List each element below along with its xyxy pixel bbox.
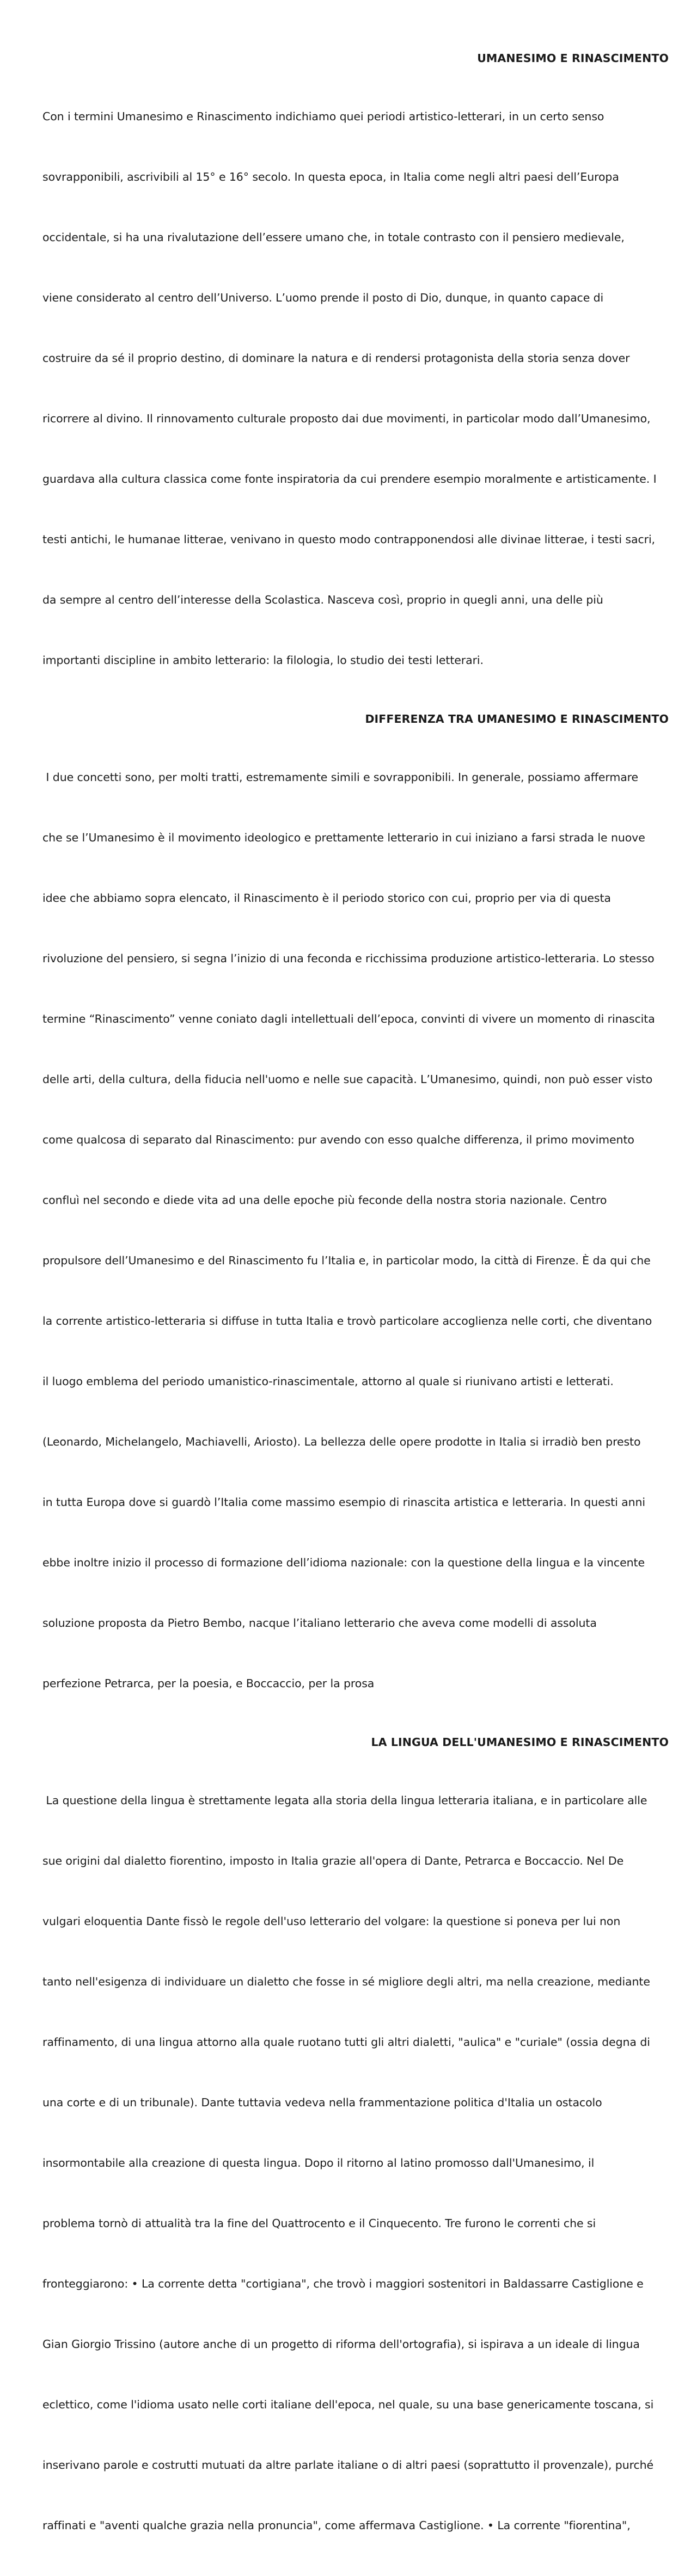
section-body-lingua <box>42 1750 669 2576</box>
text-line: La questione della lingua è strettamente legata alla storia della lingua letteraria italiana, e in particolare alle <box>42 1794 647 1807</box>
text-line: come qualcosa di separato dal Rinascimento: pur avendo con esso qualche differenza, il primo movimento <box>42 1133 634 1146</box>
section-heading-lingua: LA LINGUA DELL'UMANESIMO E RINASCIMENTO <box>371 1736 669 1749</box>
text-line: ricorrere al divino. Il rinnovamento culturale proposto dai due movimenti, in particolar modo dall’Umanesimo, <box>42 412 651 425</box>
text-line: eclettico, come l'idioma usato nelle corti italiane dell'epoca, nel quale, su una base genericamente toscana, si <box>42 2398 654 2411</box>
text-line: occidentale, si ha una rivalutazione dell’essere umano che, in totale contrasto con il pensiero medievale, <box>42 231 625 244</box>
text-line: sovrapponibili, ascrivibili al 15° e 16° secolo. In questa epoca, in Italia come negli altri paesi dell’Europa <box>42 170 619 183</box>
text-line: propulsore dell’Umanesimo e del Rinascimento fu l’Italia e, in particolar modo, la città di Firenze. È da qui che <box>42 1254 651 1267</box>
text-line: raffinamento, di una lingua attorno alla quale ruotano tutti gli altri dialetti, "aulica" e "curiale" (ossia degna di <box>42 2036 650 2049</box>
text-line: in tutta Europa dove si guardò l’Italia come massimo esempio di rinascita artistica e letteraria. In questi anni <box>42 1496 645 1509</box>
text-line: problema tornò di attualità tra la fine del Quattrocento e il Cinquecento. Tre furono le correnti che si <box>42 2217 596 2230</box>
text-line: ebbe inoltre inizio il processo di formazione dell’idioma nazionale: con la questione della lingua e la vincente <box>42 1556 645 1569</box>
text-line: una corte e di un tribunale). Dante tuttavia vedeva nella frammentazione politica d'Italia un ostacolo <box>42 2096 602 2109</box>
text-line: costruire da sé il proprio destino, di dominare la natura e di rendersi protagonista della storia senza dover <box>42 352 630 365</box>
text-line: idee che abbiamo sopra elencato, il Rinascimento è il periodo storico con cui, proprio per via di questa <box>42 892 611 905</box>
section-heading-differenza: DIFFERENZA TRA UMANESIMO E RINASCIMENTO <box>365 712 669 726</box>
text-line: Gian Giorgio Trissino (autore anche di un progetto di riforma dell'ortografia), si ispirava a un ideale di lingua <box>42 2338 640 2351</box>
text-line: vulgari eloquentia Dante fissò le regole dell'uso letterario del volgare: la questione si poneva per lui non <box>42 1915 621 1928</box>
section-body-differenza <box>42 727 669 1734</box>
text-line: rivoluzione del pensiero, si segna l’inizio di una feconda e ricchissima produzione artistico-letteraria. Lo stesso <box>42 952 655 965</box>
document-page <box>42 50 669 2576</box>
text-line: viene considerato al centro dell’Universo. L’uomo prende il posto di Dio, dunque, in quanto capace di <box>42 291 604 304</box>
section-body-umanesimo <box>42 66 669 711</box>
text-line: confluì nel secondo e diede vita ad una delle epoche più feconde della nostra storia nazionale. Centro <box>42 1194 607 1207</box>
text-line: che se l’Umanesimo è il movimento ideologico e prettamente letterario in cui iniziano a farsi strada le nuove <box>42 831 645 844</box>
text-line: sue origini dal dialetto fiorentino, imposto in Italia grazie all'opera di Dante, Petrarca e Boccaccio. Nel De <box>42 1854 624 1867</box>
text-line: termine “Rinascimento” venne coniato dagli intellettuali dell’epoca, convinti di vivere un momento di rinascita <box>42 1012 655 1025</box>
text-line: il luogo emblema del periodo umanistico-rinascimentale, attorno al quale si riunivano artisti e letterati. <box>42 1375 614 1388</box>
text-line: insormontabile alla creazione di questa lingua. Dopo il ritorno al latino promosso dall'Umanesimo, il <box>42 2156 595 2169</box>
text-line: testi antichi, le humanae litterae, venivano in questo modo contrapponendosi alle divinae litterae, i testi sacri, <box>42 533 655 546</box>
text-line: tanto nell'esigenza di individuare un dialetto che fosse in sé migliore degli altri, ma nella creazione, mediante <box>42 1975 650 1988</box>
text-line: fronteggiarono: • La corrente detta "cortigiana", che trovò i maggiori sostenitori in Baldassarre Castiglione e <box>42 2277 644 2290</box>
text-line: inserivano parole e costrutti mutuati da altre parlate italiane o di altri paesi (soprattutto il provenzale), purché <box>42 2458 654 2472</box>
text-line: delle arti, della cultura, della fiducia nell'uomo e nelle sue capacità. L’Umanesimo, quindi, non può esser visto <box>42 1073 653 1086</box>
text-line: importanti discipline in ambito letterario: la filologia, lo studio dei testi letterari. <box>42 654 484 667</box>
text-line: la corrente artistico-letteraria si diffuse in tutta Italia e trovò particolare accoglienza nelle corti, che diventano <box>42 1314 652 1327</box>
text-line: perfezione Petrarca, per la poesia, e Boccaccio, per la prosa <box>42 1677 375 1690</box>
text-line: soluzione proposta da Pietro Bembo, nacque l’italiano letterario che aveva come modelli di assoluta <box>42 1616 597 1630</box>
text-line: (Leonardo, Michelangelo, Machiavelli, Ariosto). La bellezza delle opere prodotte in Italia si irradiò ben presto <box>42 1435 641 1448</box>
section-heading-umanesimo: UMANESIMO E RINASCIMENTO <box>477 52 669 65</box>
text-line: guardava alla cultura classica come fonte inspiratoria da cui prendere esempio moralmente e artisticamente. I <box>42 472 657 485</box>
text-line: Con i termini Umanesimo e Rinascimento indichiamo quei periodi artistico-letterari, in un certo senso <box>42 110 604 123</box>
text-line: raffinati e "aventi qualche grazia nella pronuncia", come affermava Castiglione. • La corrente "fiorentina", <box>42 2519 631 2532</box>
text-line: I due concetti sono, per molti tratti, estremamente simili e sovrapponibili. In generale, possiamo affermare <box>42 771 639 784</box>
text-line: da sempre al centro dell’interesse della Scolastica. Nasceva così, proprio in quegli anni, una delle più <box>42 593 603 606</box>
